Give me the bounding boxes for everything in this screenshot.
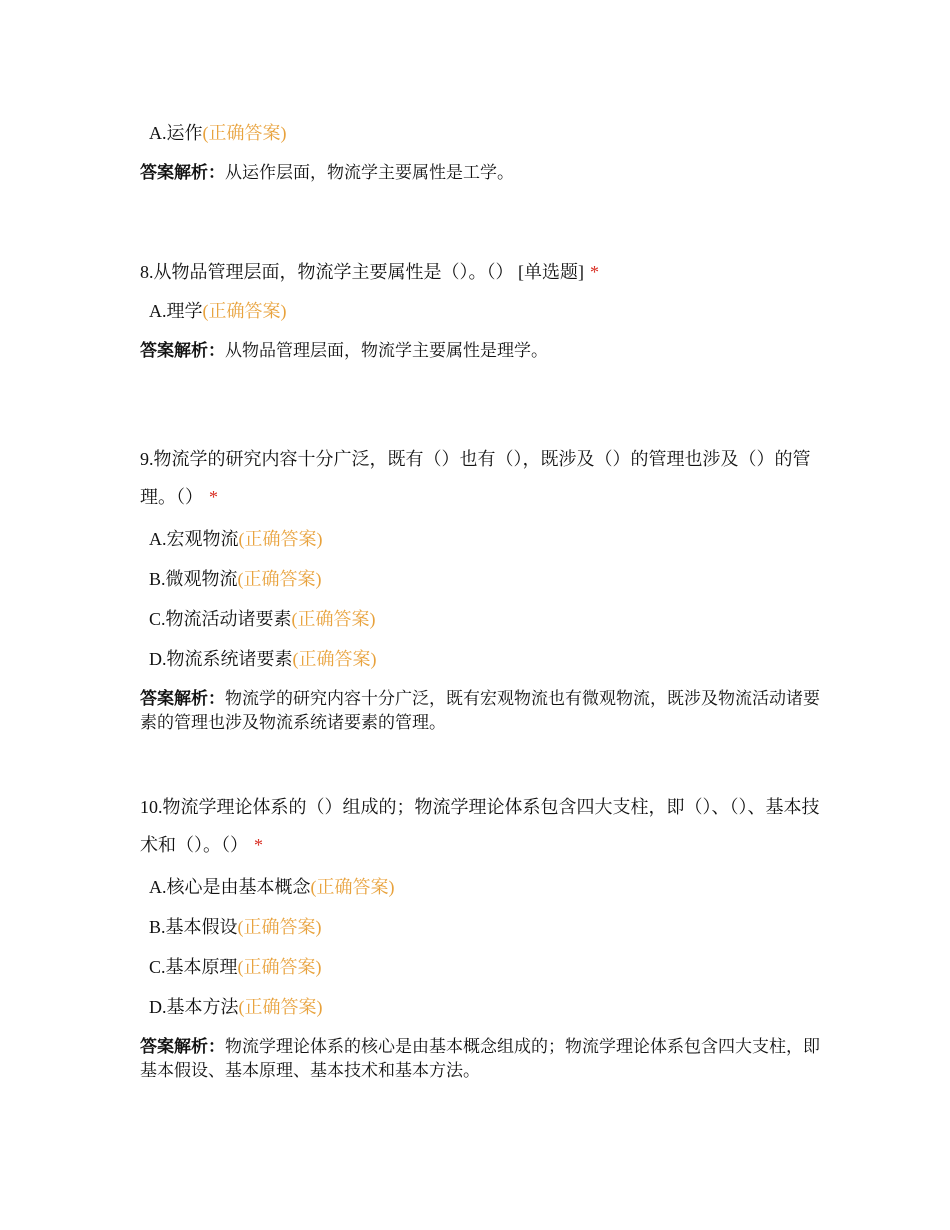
option-a: A.运作(正确答案)	[149, 123, 287, 143]
correct-answer-tag: (正确答案)	[238, 997, 323, 1017]
question-9	[140, 440, 820, 735]
correct-answer-tag: (正确答案)	[237, 917, 322, 937]
question-text: 8.从物品管理层面，物流学主要属性是（）。（） [单选题] *	[140, 262, 599, 282]
question-text: 9.物流学的研究内容十分广泛，既有（）也有（），既涉及（）的管理也涉及（）的管理。（） *	[140, 449, 811, 507]
required-mark: *	[209, 487, 218, 507]
question-7	[140, 121, 820, 185]
option-a: A.理学(正确答案)	[149, 301, 287, 321]
answer-explanation: 答案解析：从物品管理层面，物流学主要属性是理学。	[140, 341, 548, 360]
option-d: D.物流系统诸要素(正确答案)	[149, 649, 377, 669]
question-type: [单选题]	[518, 262, 584, 282]
correct-answer-tag: (正确答案)	[238, 529, 323, 549]
option-a: A.核心是由基本概念(正确答案)	[149, 877, 395, 897]
required-mark: *	[590, 262, 599, 282]
correct-answer-tag: (正确答案)	[291, 609, 376, 629]
explanation-label: 答案解析：	[140, 689, 225, 708]
correct-answer-tag: (正确答案)	[237, 569, 322, 589]
question-10	[140, 788, 820, 1083]
option-c: C.物流活动诸要素(正确答案)	[149, 609, 376, 629]
option-b: B.微观物流(正确答案)	[149, 569, 322, 589]
correct-answer-tag: (正确答案)	[202, 301, 287, 321]
explanation-label: 答案解析：	[140, 341, 225, 360]
option-a: A.宏观物流(正确答案)	[149, 529, 323, 549]
option-b: B.基本假设(正确答案)	[149, 917, 322, 937]
option-c: C.基本原理(正确答案)	[149, 957, 322, 977]
answer-explanation: 答案解析：物流学的研究内容十分广泛，既有宏观物流也有微观物流，既涉及物流活动诸要素的管理也涉及物流系统诸要素的管理。	[140, 689, 820, 732]
explanation-label: 答案解析：	[140, 163, 225, 182]
required-mark: *	[254, 835, 263, 855]
answer-explanation: 答案解析：物流学理论体系的核心是由基本概念组成的；物流学理论体系包含四大支柱，即基本假设、基本原理、基本技术和基本方法。	[140, 1037, 820, 1080]
option-d: D.基本方法(正确答案)	[149, 997, 323, 1017]
correct-answer-tag: (正确答案)	[202, 123, 287, 143]
answer-explanation: 答案解析：从运作层面，物流学主要属性是工学。	[140, 163, 514, 182]
explanation-label: 答案解析：	[140, 1037, 225, 1056]
correct-answer-tag: (正确答案)	[237, 957, 322, 977]
question-8	[140, 253, 820, 363]
question-text: 10.物流学理论体系的（）组成的；物流学理论体系包含四大支柱，即（）、（）、基本技术和（）。（） *	[140, 797, 820, 855]
correct-answer-tag: (正确答案)	[292, 649, 377, 669]
correct-answer-tag: (正确答案)	[310, 877, 395, 897]
